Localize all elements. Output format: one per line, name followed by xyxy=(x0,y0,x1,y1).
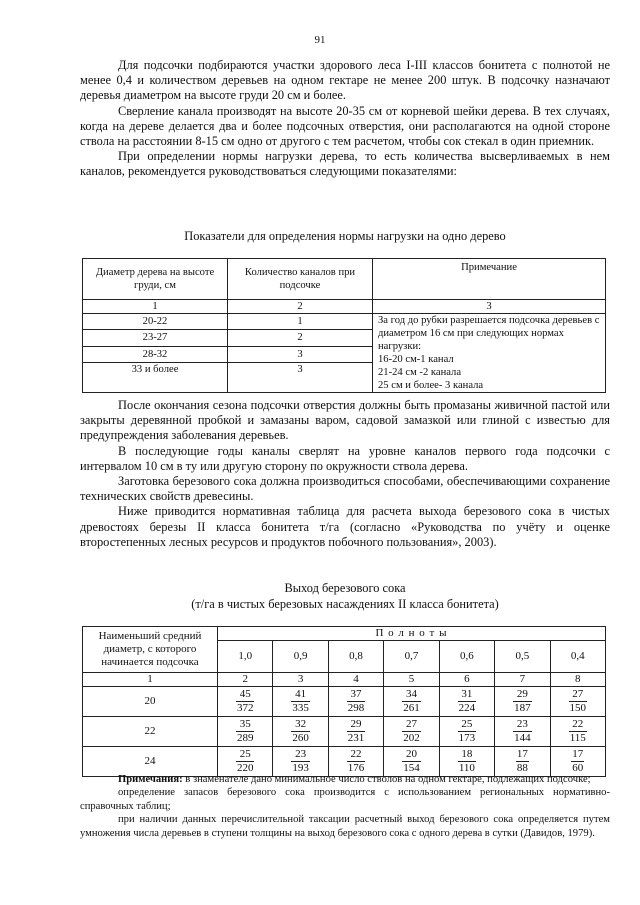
header-diameter: Диаметр дерева на высоте груди, см xyxy=(83,259,228,300)
header-min-diameter: Наименьший средний диаметр, с которого начинается подсочка xyxy=(83,627,218,673)
yield-cell xyxy=(384,747,439,777)
page-number: 91 xyxy=(314,34,326,46)
yield-fraction xyxy=(347,688,366,715)
yield-tons: 31 xyxy=(458,688,477,702)
channels-cell: 2 xyxy=(228,330,373,346)
table1-caption: Показатели для определения нормы нагрузки на одно дерево xyxy=(184,229,506,243)
table2-subtitle: (т/га в чистых березовых насаждениях II класса бонитета) xyxy=(191,597,499,611)
yield-fraction xyxy=(458,748,476,775)
yield-fraction xyxy=(402,748,421,775)
yield-tons: 41 xyxy=(291,688,310,702)
density-header: 1,0 xyxy=(218,641,273,673)
channels-cell: 1 xyxy=(228,314,373,330)
yield-fraction xyxy=(458,688,477,715)
note-line: 21-24 см -2 канала xyxy=(378,367,462,378)
yield-tons: 17 xyxy=(572,748,584,760)
col-number: 6 xyxy=(439,673,494,687)
yield-cell xyxy=(273,687,328,717)
header-channels: Количество каналов при подсочке xyxy=(228,259,373,300)
yield-tons: 35 xyxy=(236,718,255,732)
yield-tons: 23 xyxy=(513,718,532,732)
min-stems: 193 xyxy=(292,762,309,774)
paragraph: После окончания сезона подсочки отверстия должны быть промазаны живичной пастой или закрыты деревянной пробкой и замазаны варом, садовой замазкой или глиной с известью для предупреждения заболевания деревьев. xyxy=(80,398,610,443)
yield-cell xyxy=(550,687,605,717)
min-stems: 88 xyxy=(516,762,528,774)
diameter-cell: 28-32 xyxy=(83,346,228,362)
load-norm-table xyxy=(82,258,606,393)
min-stems: 260 xyxy=(292,732,309,744)
min-stems: 298 xyxy=(347,702,365,714)
density-header: 0,6 xyxy=(439,641,494,673)
yield-cell xyxy=(273,717,328,747)
col-number: 1 xyxy=(83,673,218,687)
yield-fraction xyxy=(513,688,532,715)
yield-fraction xyxy=(458,718,477,745)
yield-fraction xyxy=(516,748,529,775)
yield-fraction xyxy=(347,748,366,775)
yield-cell xyxy=(273,747,328,777)
density-header: 0,5 xyxy=(495,641,550,673)
yield-tons: 23 xyxy=(291,748,310,762)
density-header: 0,7 xyxy=(384,641,439,673)
yield-cell xyxy=(495,717,550,747)
yield-cell xyxy=(328,687,383,717)
yield-fraction xyxy=(236,748,255,775)
yield-tons: 25 xyxy=(458,718,477,732)
yield-fraction xyxy=(291,688,310,715)
yield-cell xyxy=(439,717,494,747)
yield-fraction xyxy=(402,718,421,745)
col-number: 4 xyxy=(328,673,383,687)
density-header: 0,9 xyxy=(273,641,328,673)
note-text: в знаменателе дано минимальное число стволов на одном гектаре, подлежащих подсочке; xyxy=(182,774,591,785)
note-text: определение запасов березового сока производится с использованием региональных нормативно-справочных таблиц; xyxy=(80,787,610,812)
note-line: диаметром 16 см при следующих нормах нагрузки: xyxy=(378,328,564,352)
col-number: 2 xyxy=(218,673,273,687)
col-number: 5 xyxy=(384,673,439,687)
birch-sap-table xyxy=(82,626,606,777)
yield-cell xyxy=(384,717,439,747)
paragraph: Сверление канала производят на высоте 20-35 см от корневой шейки дерева. В тех случаях, когда на дереве делается два и более подсочных отверстия, они располагаются на одной стороне ствола на расстоянии 8-15 см одно от другого с тем расчетом, чтобы сок стекал в один приемник. xyxy=(80,103,610,149)
yield-tons: 45 xyxy=(236,688,255,702)
min-stems: 289 xyxy=(236,732,254,744)
yield-cell xyxy=(495,687,550,717)
min-stems: 173 xyxy=(458,732,476,744)
min-stems: 60 xyxy=(572,762,584,774)
yield-cell xyxy=(550,717,605,747)
table-row xyxy=(83,687,606,717)
yield-cell xyxy=(439,687,494,717)
col-number: 8 xyxy=(550,673,605,687)
min-stems: 220 xyxy=(236,762,254,774)
yield-cell xyxy=(328,717,383,747)
yield-cell xyxy=(439,747,494,777)
yield-tons: 34 xyxy=(402,688,421,702)
paragraph: Заготовка березового сока должна производиться способами, обеспечивающими сохранение технических свойств древесины. xyxy=(80,474,610,504)
diameter-cell: 33 и более xyxy=(83,362,228,392)
min-stems: 187 xyxy=(514,702,531,714)
col-number: 2 xyxy=(228,300,373,314)
density-header: 0,8 xyxy=(328,641,383,673)
col-number: 3 xyxy=(273,673,328,687)
paragraph: В последующие годы каналы сверлят на уровне каналов первого года подсочки с интервалом 10 см в ту или другую сторону по окружности ствола дерева. xyxy=(80,443,610,473)
header-note: Примечание xyxy=(373,259,606,300)
channels-cell: 3 xyxy=(228,362,373,392)
min-stems: 110 xyxy=(458,762,475,774)
min-stems: 261 xyxy=(403,702,420,714)
col-number: 1 xyxy=(83,300,228,314)
header-densities: П о л н о т ы xyxy=(218,627,606,641)
yield-fraction xyxy=(236,688,255,715)
table2-title: Выход березового сока xyxy=(284,581,406,595)
yield-tons: 32 xyxy=(291,718,310,732)
yield-tons: 27 xyxy=(569,688,588,702)
table-row xyxy=(83,747,606,777)
table-notes xyxy=(80,773,610,840)
paragraph: Ниже приводится нормативная таблица для расчета выхода березового сока в чистых древостоях березы II класса бонитета т/га (согласно «Руководства по учёту и оценке второстепенных лесных ресурсов и продуктов побочного пользования», 2003). xyxy=(80,504,610,549)
min-stems: 202 xyxy=(403,732,420,744)
diameter-cell: 20-22 xyxy=(83,314,228,330)
col-number: 3 xyxy=(373,300,606,314)
middle-text xyxy=(80,398,610,550)
yield-fraction xyxy=(236,718,255,745)
yield-cell xyxy=(218,717,273,747)
diameter-cell: 22 xyxy=(83,717,218,747)
paragraph: При определении нормы нагрузки дерева, то есть количества высверливаемых в нем каналов, рекомендуется руководствоваться следующими показателями: xyxy=(80,149,610,179)
diameter-cell: 23-27 xyxy=(83,330,228,346)
min-stems: 231 xyxy=(347,732,365,744)
yield-tons: 17 xyxy=(516,748,528,760)
min-stems: 176 xyxy=(347,762,365,774)
intro-text xyxy=(80,58,610,180)
col-number: 7 xyxy=(495,673,550,687)
min-stems: 224 xyxy=(458,702,476,714)
min-stems: 150 xyxy=(569,702,587,714)
note-cell xyxy=(373,314,606,393)
yield-tons: 25 xyxy=(236,748,255,762)
yield-fraction xyxy=(291,748,310,775)
yield-fraction xyxy=(571,748,584,775)
yield-tons: 22 xyxy=(347,748,366,762)
yield-tons: 22 xyxy=(569,718,587,732)
yield-tons: 27 xyxy=(402,718,421,732)
min-stems: 115 xyxy=(569,732,586,744)
diameter-cell: 20 xyxy=(83,687,218,717)
yield-fraction xyxy=(402,688,421,715)
note-line: За год до рубки разрешается подсочка деревьев с xyxy=(378,315,600,326)
yield-tons: 29 xyxy=(513,688,532,702)
yield-fraction xyxy=(291,718,310,745)
yield-cell xyxy=(495,747,550,777)
diameter-cell: 24 xyxy=(83,747,218,777)
min-stems: 144 xyxy=(514,732,531,744)
yield-tons: 20 xyxy=(402,748,421,762)
yield-fraction xyxy=(513,718,532,745)
yield-fraction xyxy=(347,718,366,745)
min-stems: 372 xyxy=(236,702,254,714)
notes-label: Примечания: xyxy=(118,774,183,785)
density-header: 0,4 xyxy=(550,641,605,673)
yield-tons: 18 xyxy=(458,748,476,762)
yield-cell xyxy=(328,747,383,777)
min-stems: 154 xyxy=(403,762,420,774)
yield-fraction xyxy=(569,718,587,745)
yield-cell xyxy=(218,687,273,717)
note-text: при наличии данных перечислительной таксации расчетный выход березового сока определяется путем умножения числа деревьев в ступени толщины на выход березового сока с одного дерева в сутки (Давидов, 1979). xyxy=(80,814,610,839)
channels-cell: 3 xyxy=(228,346,373,362)
paragraph: Для подсочки подбираются участки здорового леса I-III классов бонитета с полнотой не менее 0,4 и количеством деревьев на одном гектаре не менее 200 штук. В подсочку назначают деревья диаметром на высоте груди 20 см и более. xyxy=(80,58,610,103)
yield-cell xyxy=(550,747,605,777)
yield-fraction xyxy=(569,688,588,715)
note-line: 25 см и более- 3 канала xyxy=(378,380,484,391)
yield-cell xyxy=(384,687,439,717)
yield-tons: 37 xyxy=(347,688,366,702)
yield-cell xyxy=(218,747,273,777)
note-line: 16-20 см-1 канал xyxy=(378,354,454,365)
table-row xyxy=(83,717,606,747)
yield-tons: 29 xyxy=(347,718,366,732)
min-stems: 335 xyxy=(292,702,309,714)
